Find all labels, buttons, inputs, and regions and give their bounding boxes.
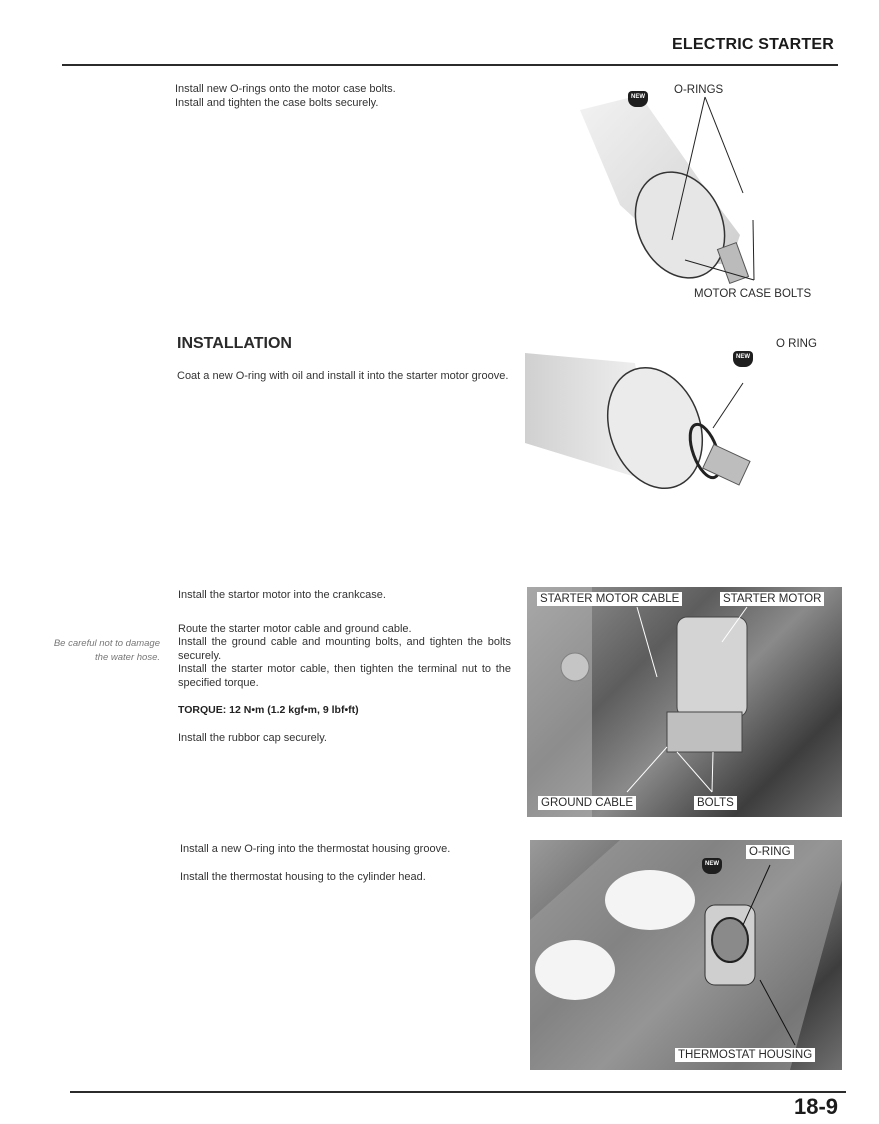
paragraph: Install and tighten the case bolts securely. — [175, 96, 379, 109]
figure-thermostat-housing-photo — [530, 840, 842, 1070]
starter-motor-photo-illustration — [527, 587, 842, 817]
new-part-icon: NEW — [733, 351, 753, 367]
new-part-icon: NEW — [628, 91, 648, 107]
callout-thermostat-housing: THERMOSTAT HOUSING — [675, 1048, 815, 1062]
step-starter-install-text — [178, 589, 511, 745]
starter-motor-illustration — [560, 75, 850, 310]
paragraph: Route the starter motor cable and ground cable. — [178, 622, 412, 635]
step-o-ring-groove-text: Coat a new O-ring with oil and install it into the starter motor groove. — [177, 370, 509, 382]
figure-starter-motor-photo — [527, 587, 842, 817]
header-rule — [62, 64, 838, 66]
callout-ground-cable: GROUND CABLE — [538, 796, 636, 810]
paragraph: Install the rubbor cap securely. — [178, 731, 327, 744]
callout-starter-motor-cable: STARTER MOTOR CABLE — [537, 592, 682, 606]
thermostat-housing-photo-illustration — [530, 840, 842, 1070]
step-thermostat-text — [180, 843, 513, 884]
figure-motor-case-bolts — [560, 75, 850, 310]
paragraph: Install the ground cable and mounting bolts, and tighten the bolts securely. — [178, 636, 511, 662]
callout-o-ring: O RING — [776, 338, 817, 350]
section-heading-installation: INSTALLATION — [177, 335, 292, 352]
new-part-icon: NEW — [702, 858, 722, 874]
callout-o-ring: O-RING — [746, 845, 794, 859]
figure-starter-o-ring — [525, 333, 845, 523]
paragraph: Install the startor motor into the crankcase. — [178, 589, 386, 601]
page-number: 18-9 — [794, 1094, 839, 1119]
paragraph: Install the starter motor cable, then tighten the terminal nut to the specified torque. — [178, 663, 511, 689]
paragraph: Install a new O-ring into the thermostat housing groove. — [180, 843, 451, 855]
paragraph: Install new O-rings onto the motor case bolts. — [175, 83, 396, 95]
torque-spec: TORQUE: 12 N•m (1.2 kgf•m, 9 lbf•ft) — [178, 704, 359, 716]
callout-o-rings: O-RINGS — [674, 84, 724, 96]
callout-motor-case-bolts: MOTOR CASE BOLTS — [694, 288, 812, 300]
callout-bolts: BOLTS — [694, 796, 737, 810]
callout-starter-motor: STARTER MOTOR — [720, 592, 824, 606]
starter-motor-o-ring-illustration — [525, 333, 845, 523]
section-header-title: ELECTRIC STARTER — [672, 36, 835, 53]
footer-rule — [70, 1091, 846, 1093]
side-note-caution: Be careful not to damage the water hose. — [53, 638, 160, 663]
paragraph: Install the thermostat housing to the cylinder head. — [180, 870, 426, 883]
step-o-rings-text — [175, 83, 505, 110]
